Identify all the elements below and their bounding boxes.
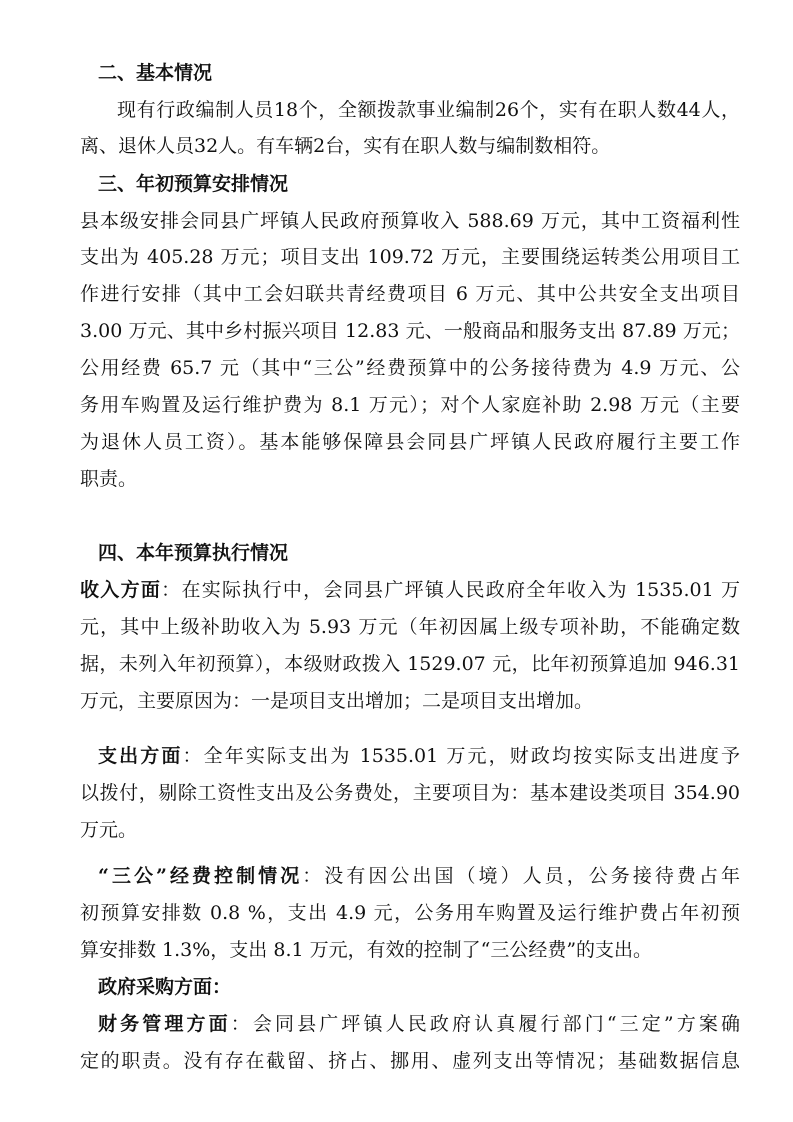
- paragraph-line: 离、退休人员32人。有车辆2台，实有在职人数与编制数相符。: [80, 135, 611, 157]
- income-first-line: [80, 578, 740, 602]
- paragraph-line: 为退休人员工资）。基本能够保障县会同县广坪镇人民政府履行主要工作: [80, 431, 740, 453]
- paragraph-line: 现有行政编制人员18个，全额拨款事业编制26个，实有在职人数44人，: [117, 99, 740, 121]
- paragraph-line: 3.00 万元、其中乡村振兴项目 12.83 元、一般商品和服务支出 87.89 万元；: [80, 320, 740, 342]
- income-text: ：在实际执行中，会同县广坪镇人民政府全年收入为 1535.01 万: [161, 579, 740, 601]
- sangong-text: ：没有因公出国（境）人员，公务接待费占年: [302, 865, 740, 887]
- expense-first-line: [98, 744, 740, 768]
- sangong-first-line: [98, 864, 740, 888]
- paragraph-line: 万元，主要原因为：一是项目支出增加；二是项目支出增加。: [80, 690, 594, 712]
- paragraph-line: 支出为 405.28 万元；项目支出 109.72 万元，主要围绕运转类公用项目工: [80, 246, 740, 268]
- expense-label: 支出方面: [98, 745, 183, 767]
- paragraph-line: 元，其中上级补助收入为 5.93 万元（年初因属上级专项补助，不能确定数: [80, 616, 740, 638]
- paragraph-line: 初预算安排数 0.8 %，支出 4.9 元，公务用车购置及运行维护费占年初预: [80, 902, 740, 924]
- section-heading-execution: 四、本年预算执行情况: [98, 542, 289, 564]
- procurement-heading: 政府采购方面：: [98, 976, 232, 998]
- expense-text: ：全年实际支出为 1535.01 万元，财政均按实际支出进度予: [182, 745, 740, 767]
- paragraph-line: 职责。: [80, 468, 138, 490]
- paragraph-line: 公用经费 65.7 元（其中“三公”经费预算中的公务接待费为 4.9 万元、公: [80, 357, 740, 379]
- finance-first-line: [98, 1012, 740, 1036]
- paragraph-line: 定的职责。没有存在截留、挤占、挪用、虚列支出等情况；基础数据信息: [80, 1050, 740, 1072]
- finance-label: 财务管理方面: [98, 1013, 231, 1035]
- paragraph-line: 作进行安排（其中工会妇联共青经费项目 6 万元、其中公共安全支出项目: [80, 283, 740, 305]
- finance-text: ：会同县广坪镇人民政府认真履行部门“三定”方案确: [230, 1013, 740, 1035]
- sangong-label: “三公”经费控制情况: [98, 865, 303, 887]
- paragraph-line: 务用车购置及运行维护费为 8.1 万元）；对个人家庭补助 2.98 万元（主要: [80, 394, 740, 416]
- section-heading-budget: 三、年初预算安排情况: [98, 173, 289, 195]
- paragraph-line: 算安排数 1.3%，支出 8.1 万元，有效的控制了“三公经费”的支出。: [80, 939, 653, 961]
- income-label: 收入方面: [80, 579, 162, 601]
- section-heading-basic: 二、基本情况: [98, 62, 213, 84]
- paragraph-line: 万元。: [80, 819, 138, 841]
- paragraph-line: 县本级安排会同县广坪镇人民政府预算收入 588.69 万元，其中工资福利性: [80, 210, 740, 232]
- paragraph-line: 据，未列入年初预算），本级财政拨入 1529.07 元，比年初预算追加 946.31: [80, 653, 740, 675]
- paragraph-line: 以拨付，剔除工资性支出及公务费处，主要项目为：基本建设类项目 354.90: [80, 782, 740, 804]
